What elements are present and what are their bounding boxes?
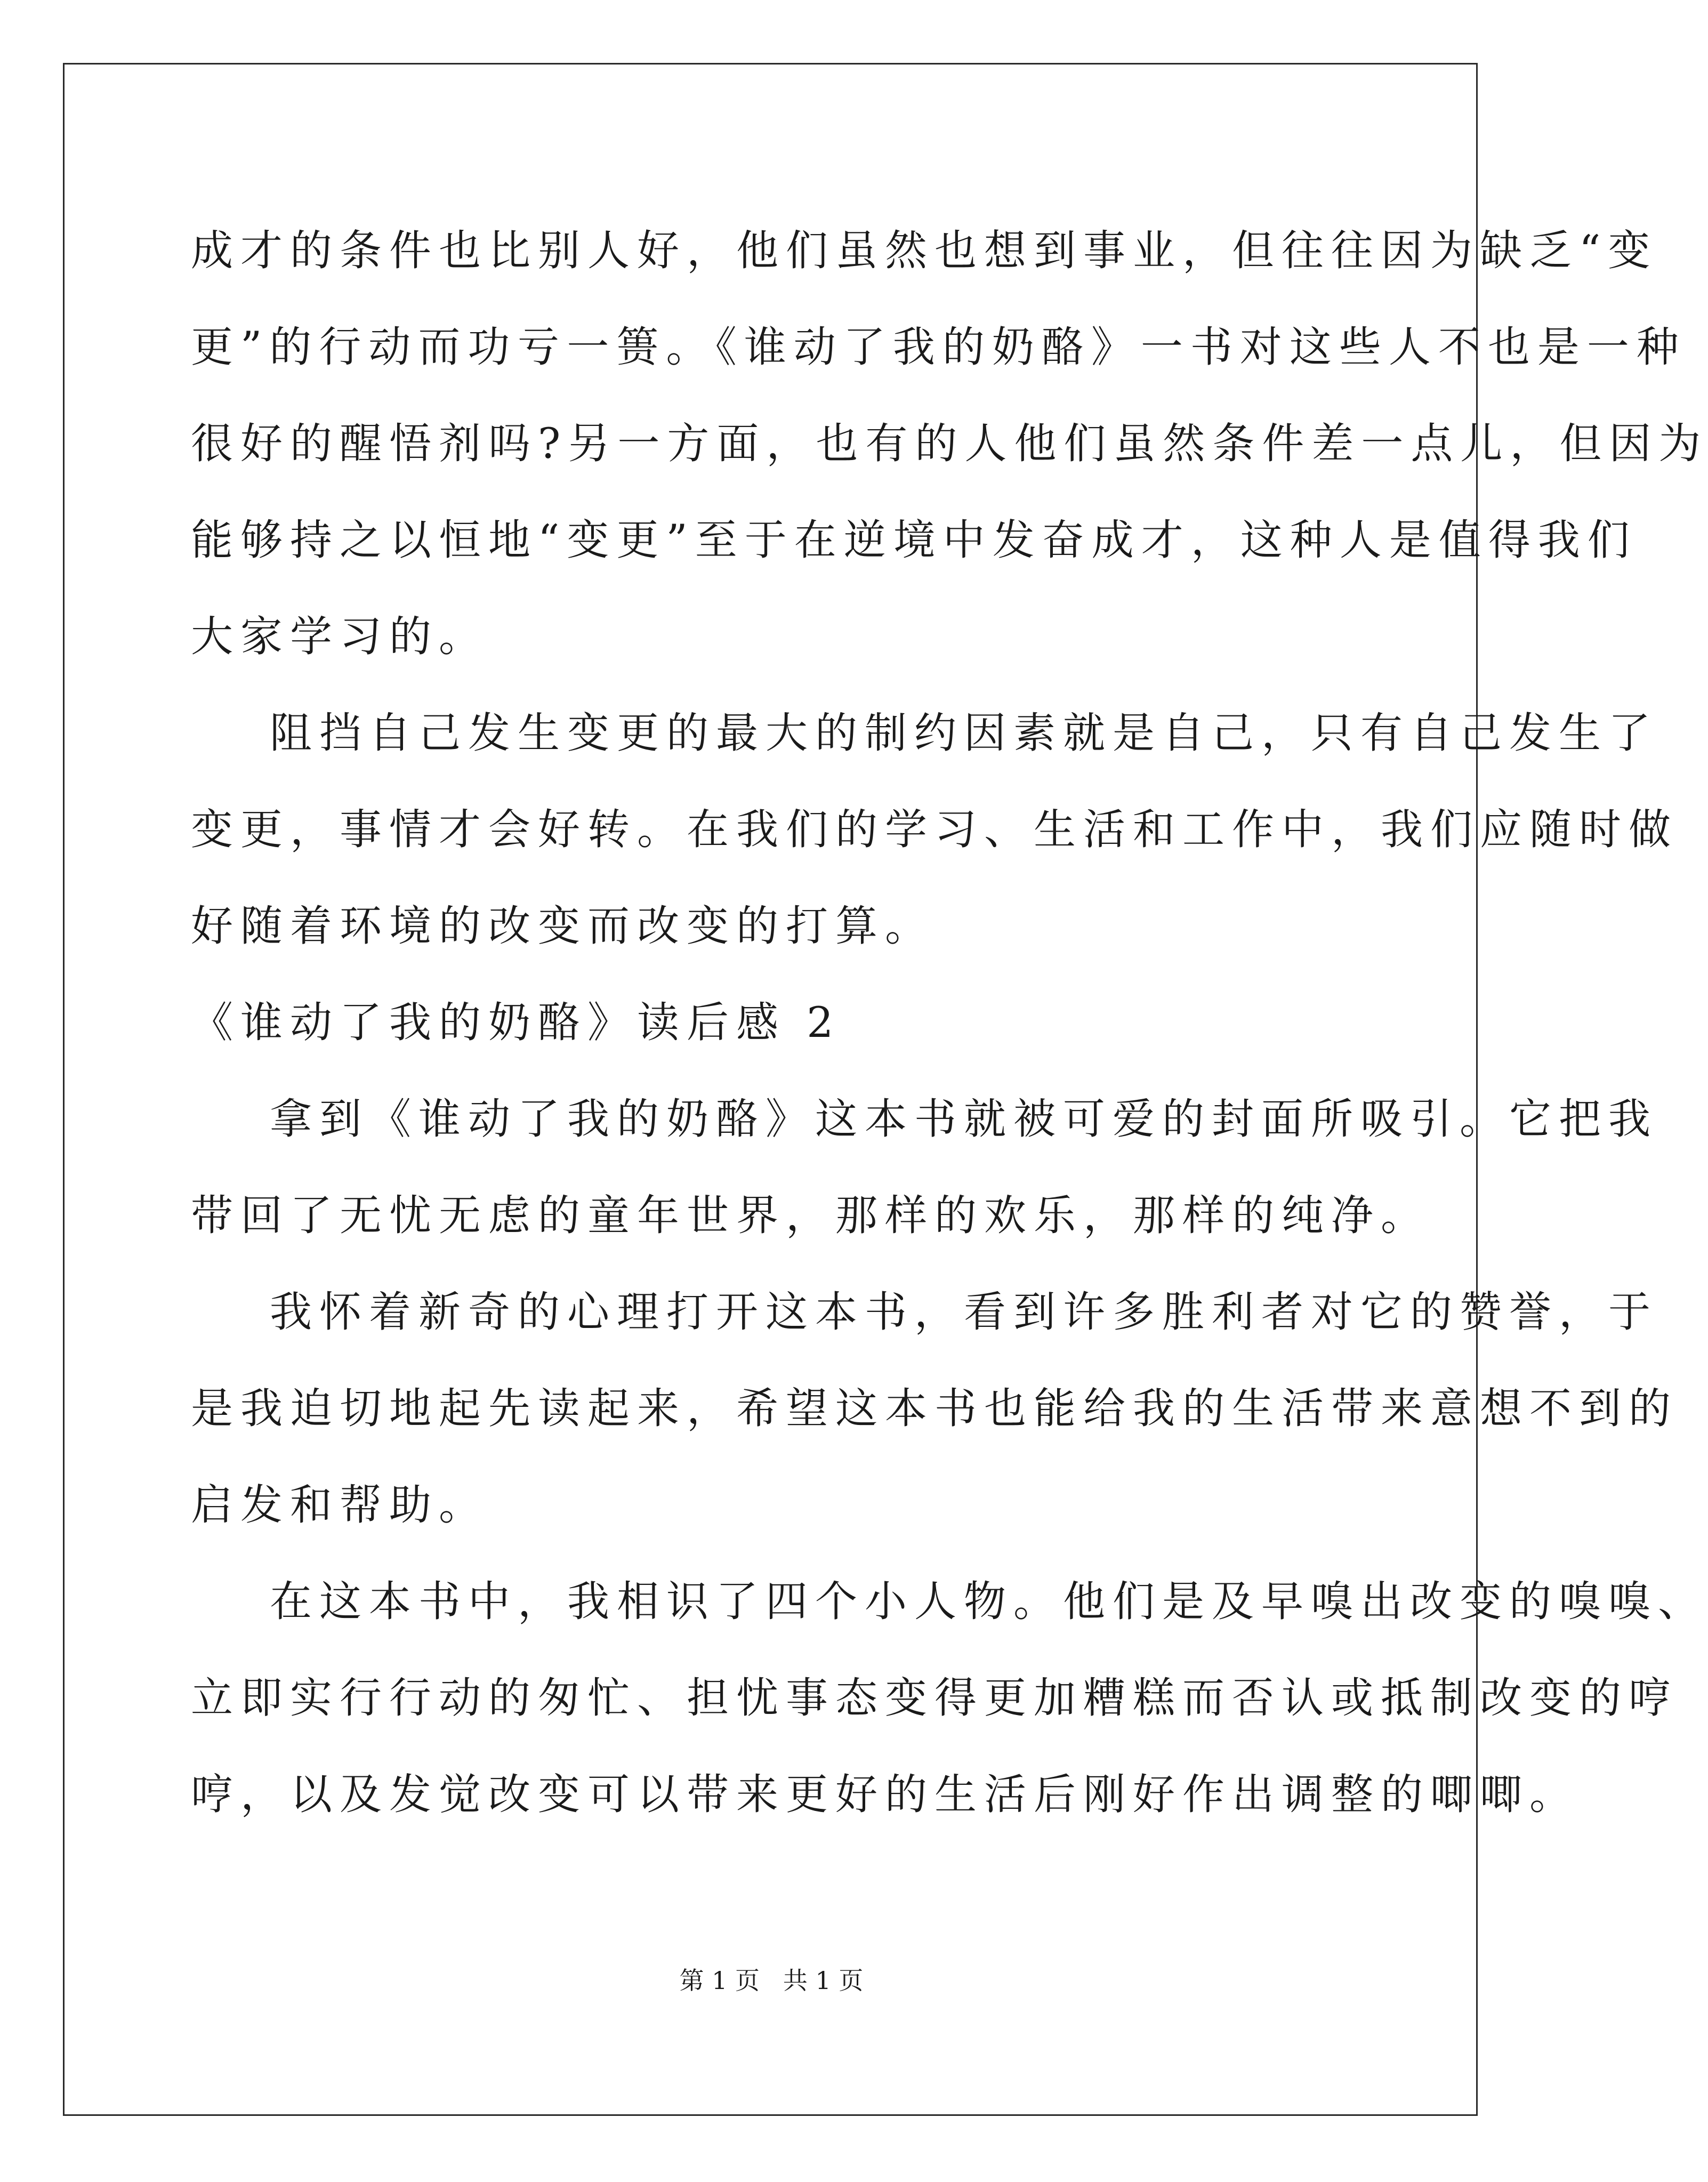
text-line: 变更，事情才会好转。在我们的学习、生活和工作中，我们应随时做	[191, 805, 1678, 854]
text-line: 启发和帮助。	[191, 1480, 488, 1529]
text-line: 是我迫切地起先读起来，希望这本书也能给我的生活带来意想不到的	[191, 1384, 1678, 1433]
paragraph-first-line: 我怀着新奇的心理打开这本书，看到许多胜利者对它的赞誉，于	[270, 1287, 1658, 1336]
paragraph-first-line: 阻挡自己发生变更的最大的制约因素就是自己，只有自己发生了	[270, 708, 1658, 758]
text-line: 带回了无忧无虑的童年世界，那样的欢乐，那样的纯净。	[191, 1191, 1430, 1240]
text-line: 大家学习的。	[191, 612, 488, 661]
text-line: 成才的条件也比别人好，他们虽然也想到事业，但往往因为缺乏“变	[191, 226, 1658, 275]
text-line: 很好的醒悟剂吗?另一方面，也有的人他们虽然条件差一点儿，但因为	[191, 419, 1708, 468]
page-footer: 第 1 页 共 1 页	[679, 1966, 864, 1995]
section-heading: 《谁动了我的奶酪》读后感 2	[191, 998, 841, 1047]
text-line: 好随着环境的改变而改变的打算。	[191, 901, 934, 951]
paragraph-first-line: 拿到《谁动了我的奶酪》这本书就被可爱的封面所吸引。它把我	[270, 1094, 1658, 1144]
paragraph-first-line: 在这本书中，我相识了四个小人物。他们是及早嗅出改变的嗅嗅、	[270, 1577, 1707, 1626]
text-line: 哼，以及发觉改变可以带来更好的生活后刚好作出调整的唧唧。	[191, 1770, 1579, 1819]
text-line: 更”的行动而功亏一篑。《谁动了我的奶酪》一书对这些人不也是一种	[191, 323, 1686, 372]
text-line: 立即实行行动的匆忙、担忧事态变得更加糟糕而否认或抵制改变的哼	[191, 1673, 1678, 1722]
text-line: 能够持之以恒地“变更”至于在逆境中发奋成才，这种人是值得我们	[191, 516, 1637, 565]
